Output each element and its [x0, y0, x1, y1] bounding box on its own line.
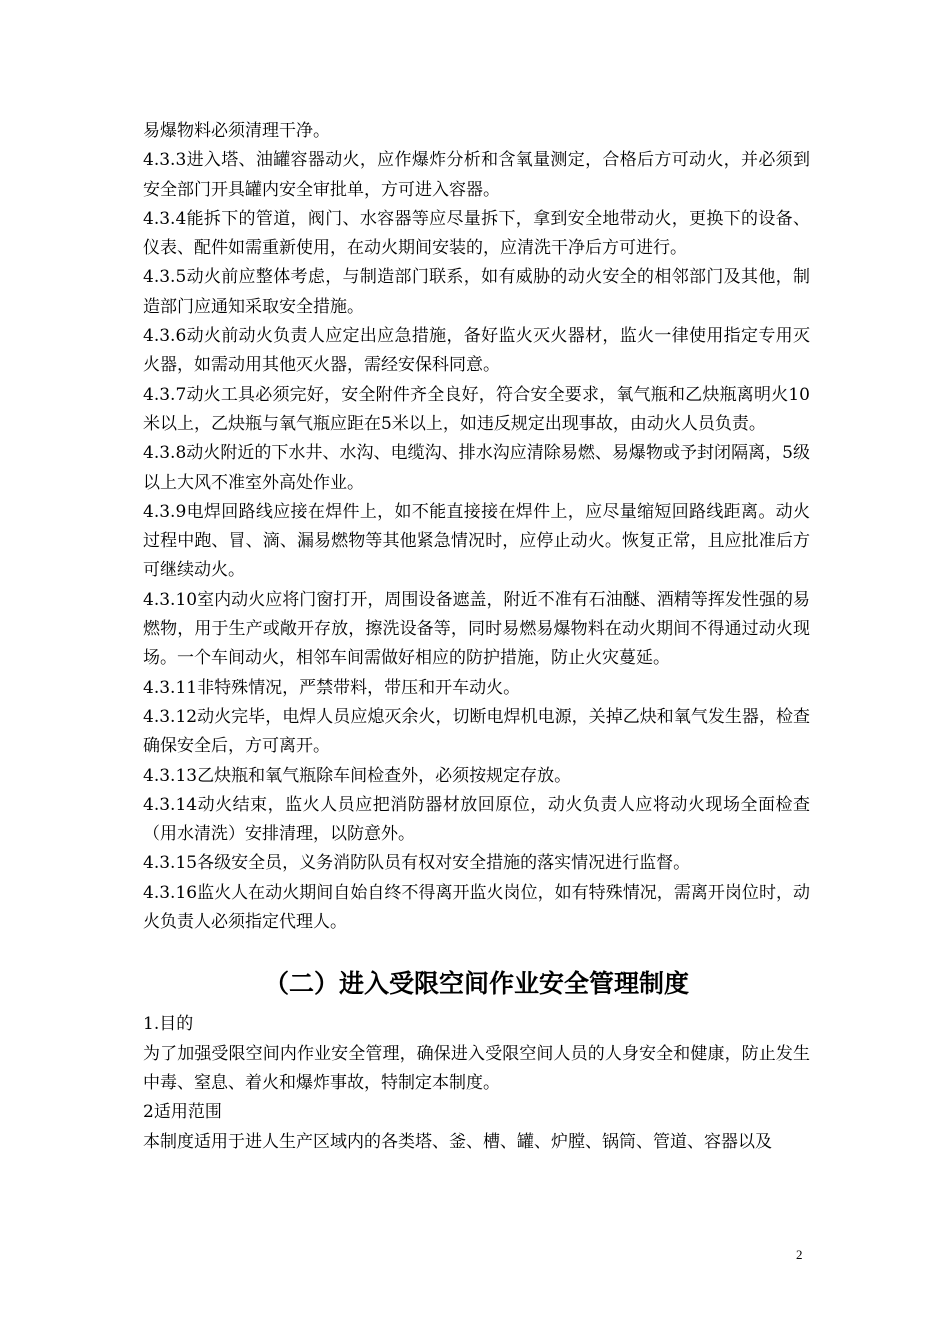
paragraph-4-3-11: 4.3.11非特殊情况，严禁带料，带压和开车动火。	[143, 677, 521, 698]
paragraph-4-3-13: 4.3.13乙炔瓶和氧气瓶除车间检查外，必须按规定存放。	[143, 765, 572, 786]
paragraph-4-3-15: 4.3.15各级安全员，义务消防队员有权对安全措施的落实情况进行监督。	[143, 853, 691, 874]
paragraph-4-3-16: 4.3.16监火人在动火期间自始自终不得离开监火岗位，如有特殊情况，需离开岗位时，动火负责人必须指定代理人。	[143, 882, 810, 933]
paragraph-purpose: 为了加强受限空间内作业安全管理，确保进入受限空间人员的人身安全和健康，防止发生中毒、窒息、着火和爆炸事故，特制定本制度。	[143, 1043, 810, 1093]
paragraph-scope: 本制度适用于进人生产区域内的各类塔、釜、槽、罐、炉膛、锅筒、管道、容器以及	[143, 1131, 772, 1152]
paragraph-4-3-3: 4.3.3进入塔、油罐容器动火，应作爆炸分析和含氧量测定，合格后方可动火，并必须到安全部门开具罐内安全审批单，方可进入容器。	[143, 150, 810, 200]
paragraph-4-3-4: 4.3.4能拆下的管道，阀门、水容器等应尽量拆下，拿到安全地带动火，更换下的设备、仪表、配件如需重新使用，在动火期间安装的，应清洗干净后方可进行。	[143, 208, 810, 259]
paragraph-4-3-10: 4.3.10室内动火应将门窗打开，周围设备遮盖，附近不准有石油醚、酒精等挥发性强的易燃物，用于生产或敞开存放，擦洗设备等，同时易燃易爆物料在动火期间不得通过动火现场。一个车间动火，相邻车间需做好相应的防护措施，防止火灾蔓延。	[143, 589, 810, 669]
paragraph-4-3-14: 4.3.14动火结束，监火人员应把消防器材放回原位，动火负责人应将动火现场全面检查（用水清洗）安排清理，以防意外。	[143, 794, 810, 845]
paragraph-4-3-5: 4.3.5动火前应整体考虑，与制造部门联系，如有威胁的动火安全的相邻部门及其他，制造部门应通知采取安全措施。	[143, 267, 810, 317]
paragraph-4-3-6: 4.3.6动火前动火负责人应定出应急措施，备好监火灭火器材，监火一律使用指定专用灭火器，如需动用其他灭火器，需经安保科同意。	[143, 326, 810, 376]
paragraph-4-3-8: 4.3.8动火附近的下水井、水沟、电缆沟、排水沟应清除易燃、易爆物或予封闭隔离，5级以上大风不准室外高处作业。	[143, 443, 810, 493]
paragraph-4-3-7: 4.3.7动火工具必须完好，安全附件齐全良好，符合安全要求，氧气瓶和乙炔瓶离明火10米以上，乙炔瓶与氧气瓶应距在5米以上，如违反规定出现事故，由动火人员负责。	[143, 384, 810, 434]
paragraph-4-3-9: 4.3.9电焊回路线应接在焊件上，如不能直接接在焊件上，应尽量缩短回路线距离。动火过程中跑、冒、滴、漏易燃物等其他紧急情况时，应停止动火。恢复正常，且应批准后方可继续动火。	[143, 501, 810, 581]
paragraph-continuation: 易爆物料必须清理干净。	[143, 121, 330, 141]
document-body	[143, 117, 810, 1157]
paragraph-4-3-12: 4.3.12动火完毕，电焊人员应熄灭余火，切断电焊机电源，关掉乙炔和氧气发生器，检查确保安全后，方可离开。	[143, 706, 810, 757]
page-number: 2	[796, 1247, 803, 1262]
subheading-scope: 2适用范围	[143, 1102, 222, 1123]
subheading-purpose: 1.目的	[143, 1014, 194, 1035]
section-heading: （二）进入受限空间作业安全管理制度	[263, 969, 689, 999]
